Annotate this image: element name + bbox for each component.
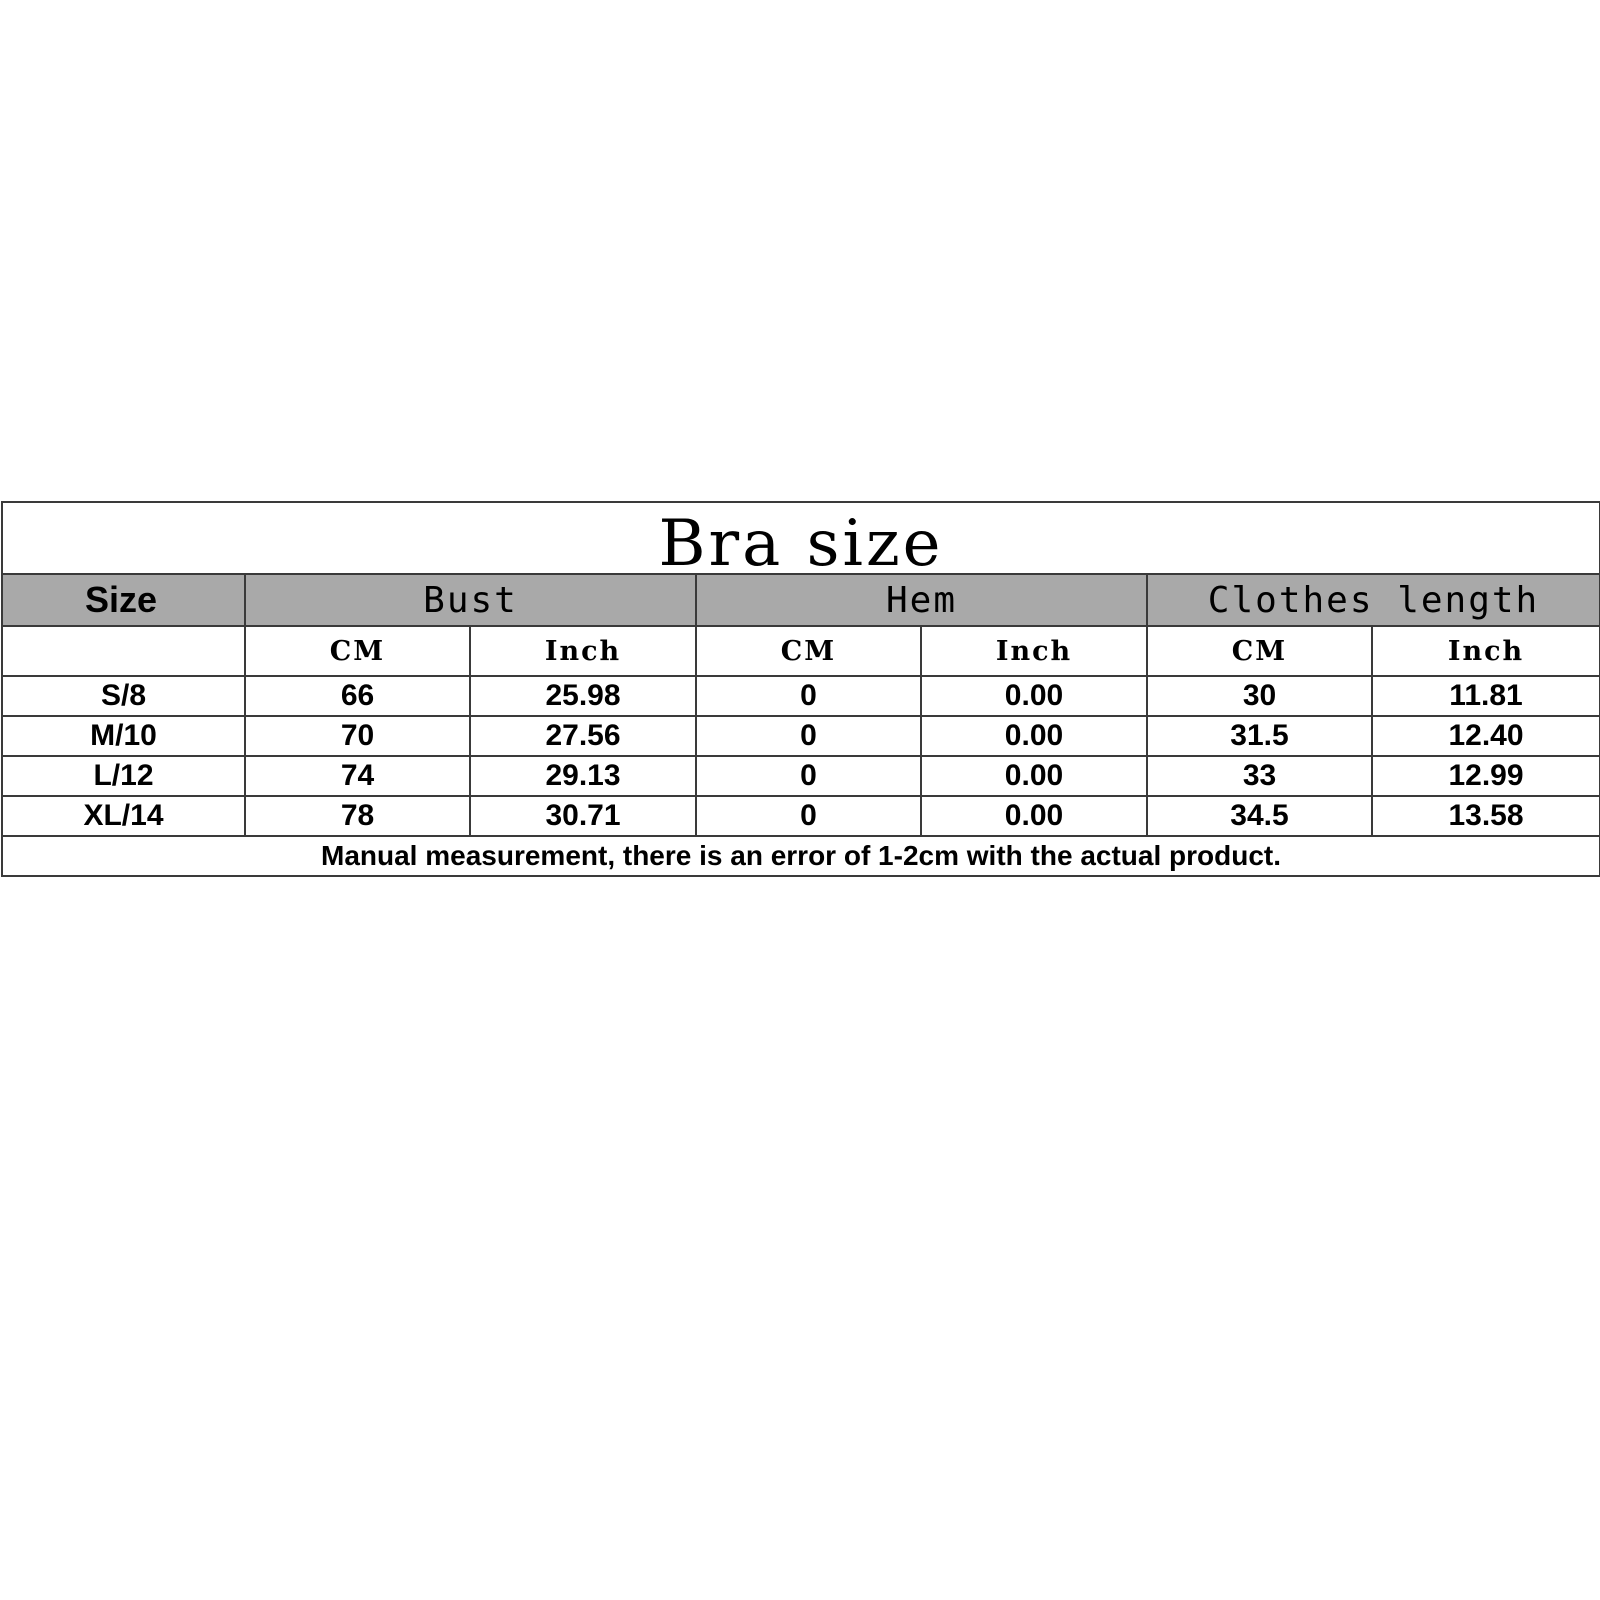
table-row — [2, 796, 1600, 836]
table-row — [2, 716, 1600, 756]
unit-header-row — [2, 626, 1600, 676]
bust-cm-cell: 70 — [245, 716, 470, 756]
length-inch-cell: 13.58 — [1372, 796, 1600, 836]
hem-inch-cell: 0.00 — [921, 756, 1147, 796]
table-title — [2, 502, 1600, 574]
hem-inch-cell: 0.00 — [921, 796, 1147, 836]
group-header-row — [2, 574, 1600, 626]
unit-header-hem-inch: Inch — [921, 626, 1147, 676]
title-row — [2, 502, 1600, 574]
size-cell: S/8 — [2, 676, 245, 716]
length-inch-cell: 12.99 — [1372, 756, 1600, 796]
hem-cm-cell: 0 — [696, 756, 921, 796]
size-cell: XL/14 — [2, 796, 245, 836]
clothes-length-group-header: Clothes length — [1147, 574, 1600, 626]
note-row — [2, 836, 1600, 876]
size-cell: L/12 — [2, 756, 245, 796]
length-cm-cell: 31.5 — [1147, 716, 1372, 756]
unit-header-bust-cm: CM — [245, 626, 470, 676]
unit-header-length-cm: CM — [1147, 626, 1372, 676]
bust-group-header: Bust — [245, 574, 696, 626]
length-inch-cell: 12.40 — [1372, 716, 1600, 756]
bust-inch-cell: 29.13 — [470, 756, 696, 796]
bust-inch-cell: 27.56 — [470, 716, 696, 756]
bust-inch-cell: 30.71 — [470, 796, 696, 836]
hem-inch-cell: 0.00 — [921, 676, 1147, 716]
measurement-note: Manual measurement, there is an error of 1-2cm with the actual product. — [2, 836, 1600, 876]
table-row — [2, 756, 1600, 796]
hem-group-header: Hem — [696, 574, 1147, 626]
hem-inch-cell: 0.00 — [921, 716, 1147, 756]
unit-header-bust-inch: Inch — [470, 626, 696, 676]
length-cm-cell: 34.5 — [1147, 796, 1372, 836]
table-title-text: Bra size — [658, 507, 944, 574]
unit-header-hem-cm: CM — [696, 626, 921, 676]
size-chart-table — [1, 501, 1600, 877]
bust-cm-cell: 74 — [245, 756, 470, 796]
hem-cm-cell: 0 — [696, 676, 921, 716]
table-row — [2, 676, 1600, 716]
bust-cm-cell: 78 — [245, 796, 470, 836]
bust-inch-cell: 25.98 — [470, 676, 696, 716]
hem-cm-cell: 0 — [696, 796, 921, 836]
bust-cm-cell: 66 — [245, 676, 470, 716]
hem-cm-cell: 0 — [696, 716, 921, 756]
size-column-header: Size — [2, 574, 245, 626]
length-cm-cell: 33 — [1147, 756, 1372, 796]
unit-header-length-inch: Inch — [1372, 626, 1600, 676]
unit-header-empty — [2, 626, 245, 676]
size-cell: M/10 — [2, 716, 245, 756]
length-cm-cell: 30 — [1147, 676, 1372, 716]
length-inch-cell: 11.81 — [1372, 676, 1600, 716]
